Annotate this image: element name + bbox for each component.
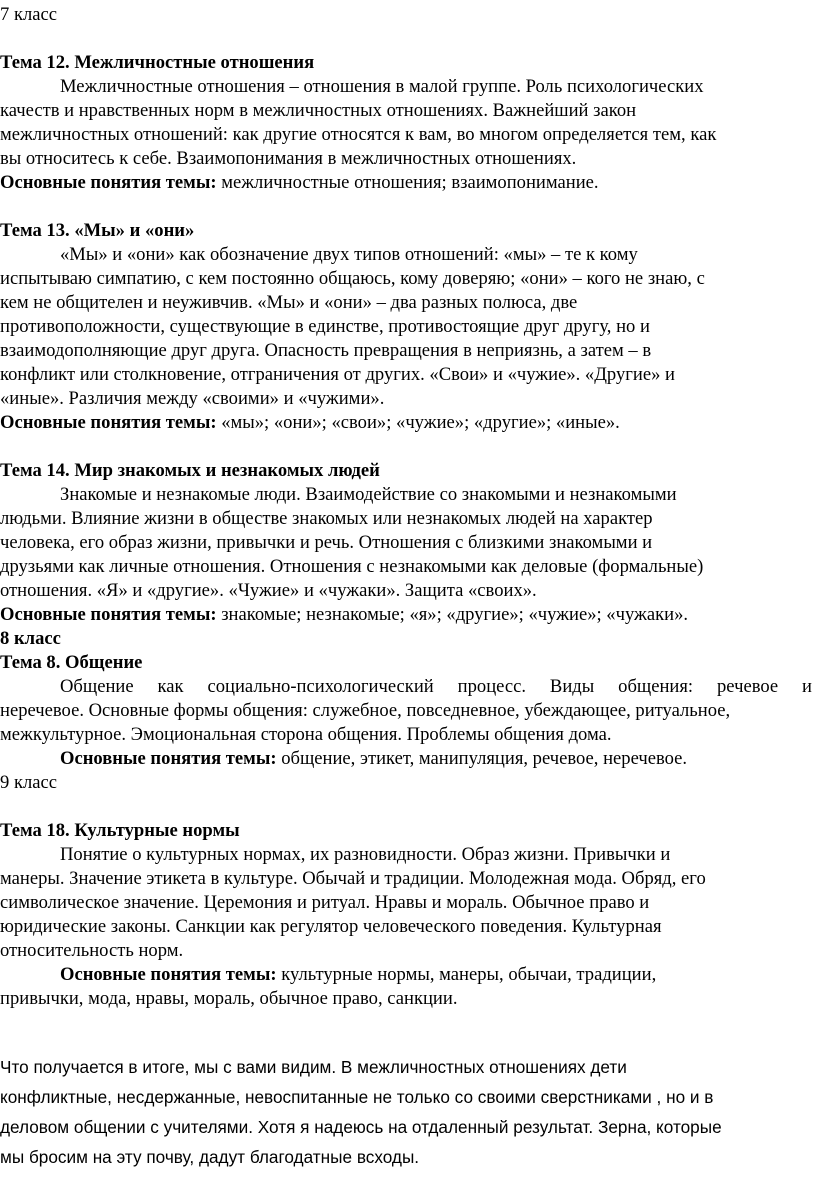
conclusion-line: деловом общении с учителями. Хотя я надеюсь на отдаленный результат. Зерна, которые	[0, 1117, 722, 1137]
concepts-label: Основные понятия темы:	[60, 748, 277, 769]
topic-12-line: качеств и нравственных норм в межличностных отношениях. Важнейший закон	[0, 100, 637, 121]
topic-13-line: взаимодополняющие друг друга. Опасность превращения в неприязнь, а затем – в	[0, 340, 652, 361]
grade-9-label: 9 класс	[0, 772, 58, 793]
topic-18-line: символическое значение. Церемония и ритуал. Нравы и мораль. Обычное право и	[0, 892, 650, 913]
topic-14-title: Тема 14. Мир знакомых и незнакомых людей	[0, 460, 380, 481]
topic-13-concepts	[0, 411, 816, 435]
conclusion-line: конфликтные, несдержанные, невоспитанные не только со своими сверстниками , но и в	[0, 1087, 714, 1107]
topic-13-line: кем не общителен и неуживчив. «Мы» и «они» – два разных полюса, две	[0, 292, 578, 313]
topic-14-line: отношения. «Я» и «другие». «Чужие» и «чужаки». Защита «своих».	[0, 580, 537, 601]
concepts-text: общение, этикет, манипуляция, речевое, неречевое.	[276, 748, 688, 769]
conclusion-line: мы бросим на эту почву, дадут благодатные всходы.	[0, 1147, 420, 1167]
topic-13-line: конфликт или столкновение, отграничения от других. «Свои» и «чужие». «Другие» и	[0, 364, 675, 385]
concepts-label: Основные понятия темы:	[60, 964, 277, 985]
topic-14-line: людьми. Влияние жизни в обществе знакомых или незнакомых людей на характер	[0, 508, 653, 529]
topic-12-line: вы относитесь к себе. Взаимопонимания в межличностных отношениях.	[0, 148, 577, 169]
conclusion-line: Что получается в итоге, мы с вами видим. В межличностных отношениях дети	[0, 1057, 627, 1077]
topic-8-concepts	[60, 747, 816, 771]
topic-14-line: человека, его образ жизни, привычки и речь. Отношения с близкими знакомыми и	[0, 532, 653, 553]
concepts-label: Основные понятия темы:	[0, 604, 217, 625]
topic-8-line-justified	[0, 675, 812, 699]
concepts-text: знакомые; незнакомые; «я»; «другие»; «чужие»; «чужаки».	[216, 604, 689, 625]
topic-13-line: «иные». Различия между «своими» и «чужими».	[0, 388, 385, 409]
concepts-text: межличностные отношения; взаимопонимание.	[216, 172, 599, 193]
topic-18-line: Понятие о культурных нормах, их разновидности. Образ жизни. Привычки и	[60, 844, 671, 865]
topic-14-concepts	[0, 603, 816, 627]
topic-18-concepts-cont: привычки, мода, нравы, мораль, обычное право, санкции.	[0, 988, 458, 1009]
topic-12-line: Межличностные отношения – отношения в малой группе. Роль психологических	[60, 76, 704, 97]
concepts-label: Основные понятия темы:	[0, 412, 217, 433]
grade-8-label: 8 класс	[0, 628, 61, 649]
topic-8-line: межкультурное. Эмоциональная сторона общения. Проблемы общения дома.	[0, 724, 612, 745]
topic-18-line: юридические законы. Санкции как регулятор человеческого поведения. Культурная	[0, 916, 662, 937]
topic-12-title: Тема 12. Межличностные отношения	[0, 52, 315, 73]
topic-18-line: относительность норм.	[0, 940, 184, 961]
topic-14-line: друзьями как личные отношения. Отношения с незнакомыми как деловые (формальные)	[0, 556, 704, 577]
topic-13-line: противоположности, существующие в единстве, противостоящие друг другу, но и	[0, 316, 650, 337]
topic-12-concepts	[0, 171, 816, 195]
concepts-label: Основные понятия темы:	[0, 172, 217, 193]
grade-7-label: 7 класс	[0, 4, 58, 25]
concepts-text: «мы»; «они»; «свои»; «чужие»; «другие»; «иные».	[216, 412, 620, 433]
topic-18-title: Тема 18. Культурные нормы	[0, 820, 240, 841]
topic-13-title: Тема 13. «Мы» и «они»	[0, 220, 195, 241]
concepts-text: культурные нормы, манеры, обычаи, традиции,	[276, 964, 657, 985]
topic-8-title: Тема 8. Общение	[0, 652, 143, 673]
topic-8-line: Общение как социально-психологический процесс. Виды общения: речевое и	[60, 676, 812, 697]
topic-8-line: неречевое. Основные формы общения: служебное, повседневное, убеждающее, ритуальное,	[0, 700, 731, 721]
topic-14-line: Знакомые и незнакомые люди. Взаимодействие со знакомыми и незнакомыми	[60, 484, 677, 505]
topic-18-concepts	[60, 963, 816, 987]
topic-13-line: «Мы» и «они» как обозначение двух типов отношений: «мы» – те к кому	[60, 244, 638, 265]
topic-12-line: межличностных отношений: как другие относятся к вам, во многом определяется тем, как	[0, 124, 717, 145]
topic-13-line: испытываю симпатию, с кем постоянно общаюсь, кому доверяю; «они» – кого не знаю, с	[0, 268, 705, 289]
topic-18-line: манеры. Значение этикета в культуре. Обычай и традиции. Молодежная мода. Обряд, его	[0, 868, 706, 889]
